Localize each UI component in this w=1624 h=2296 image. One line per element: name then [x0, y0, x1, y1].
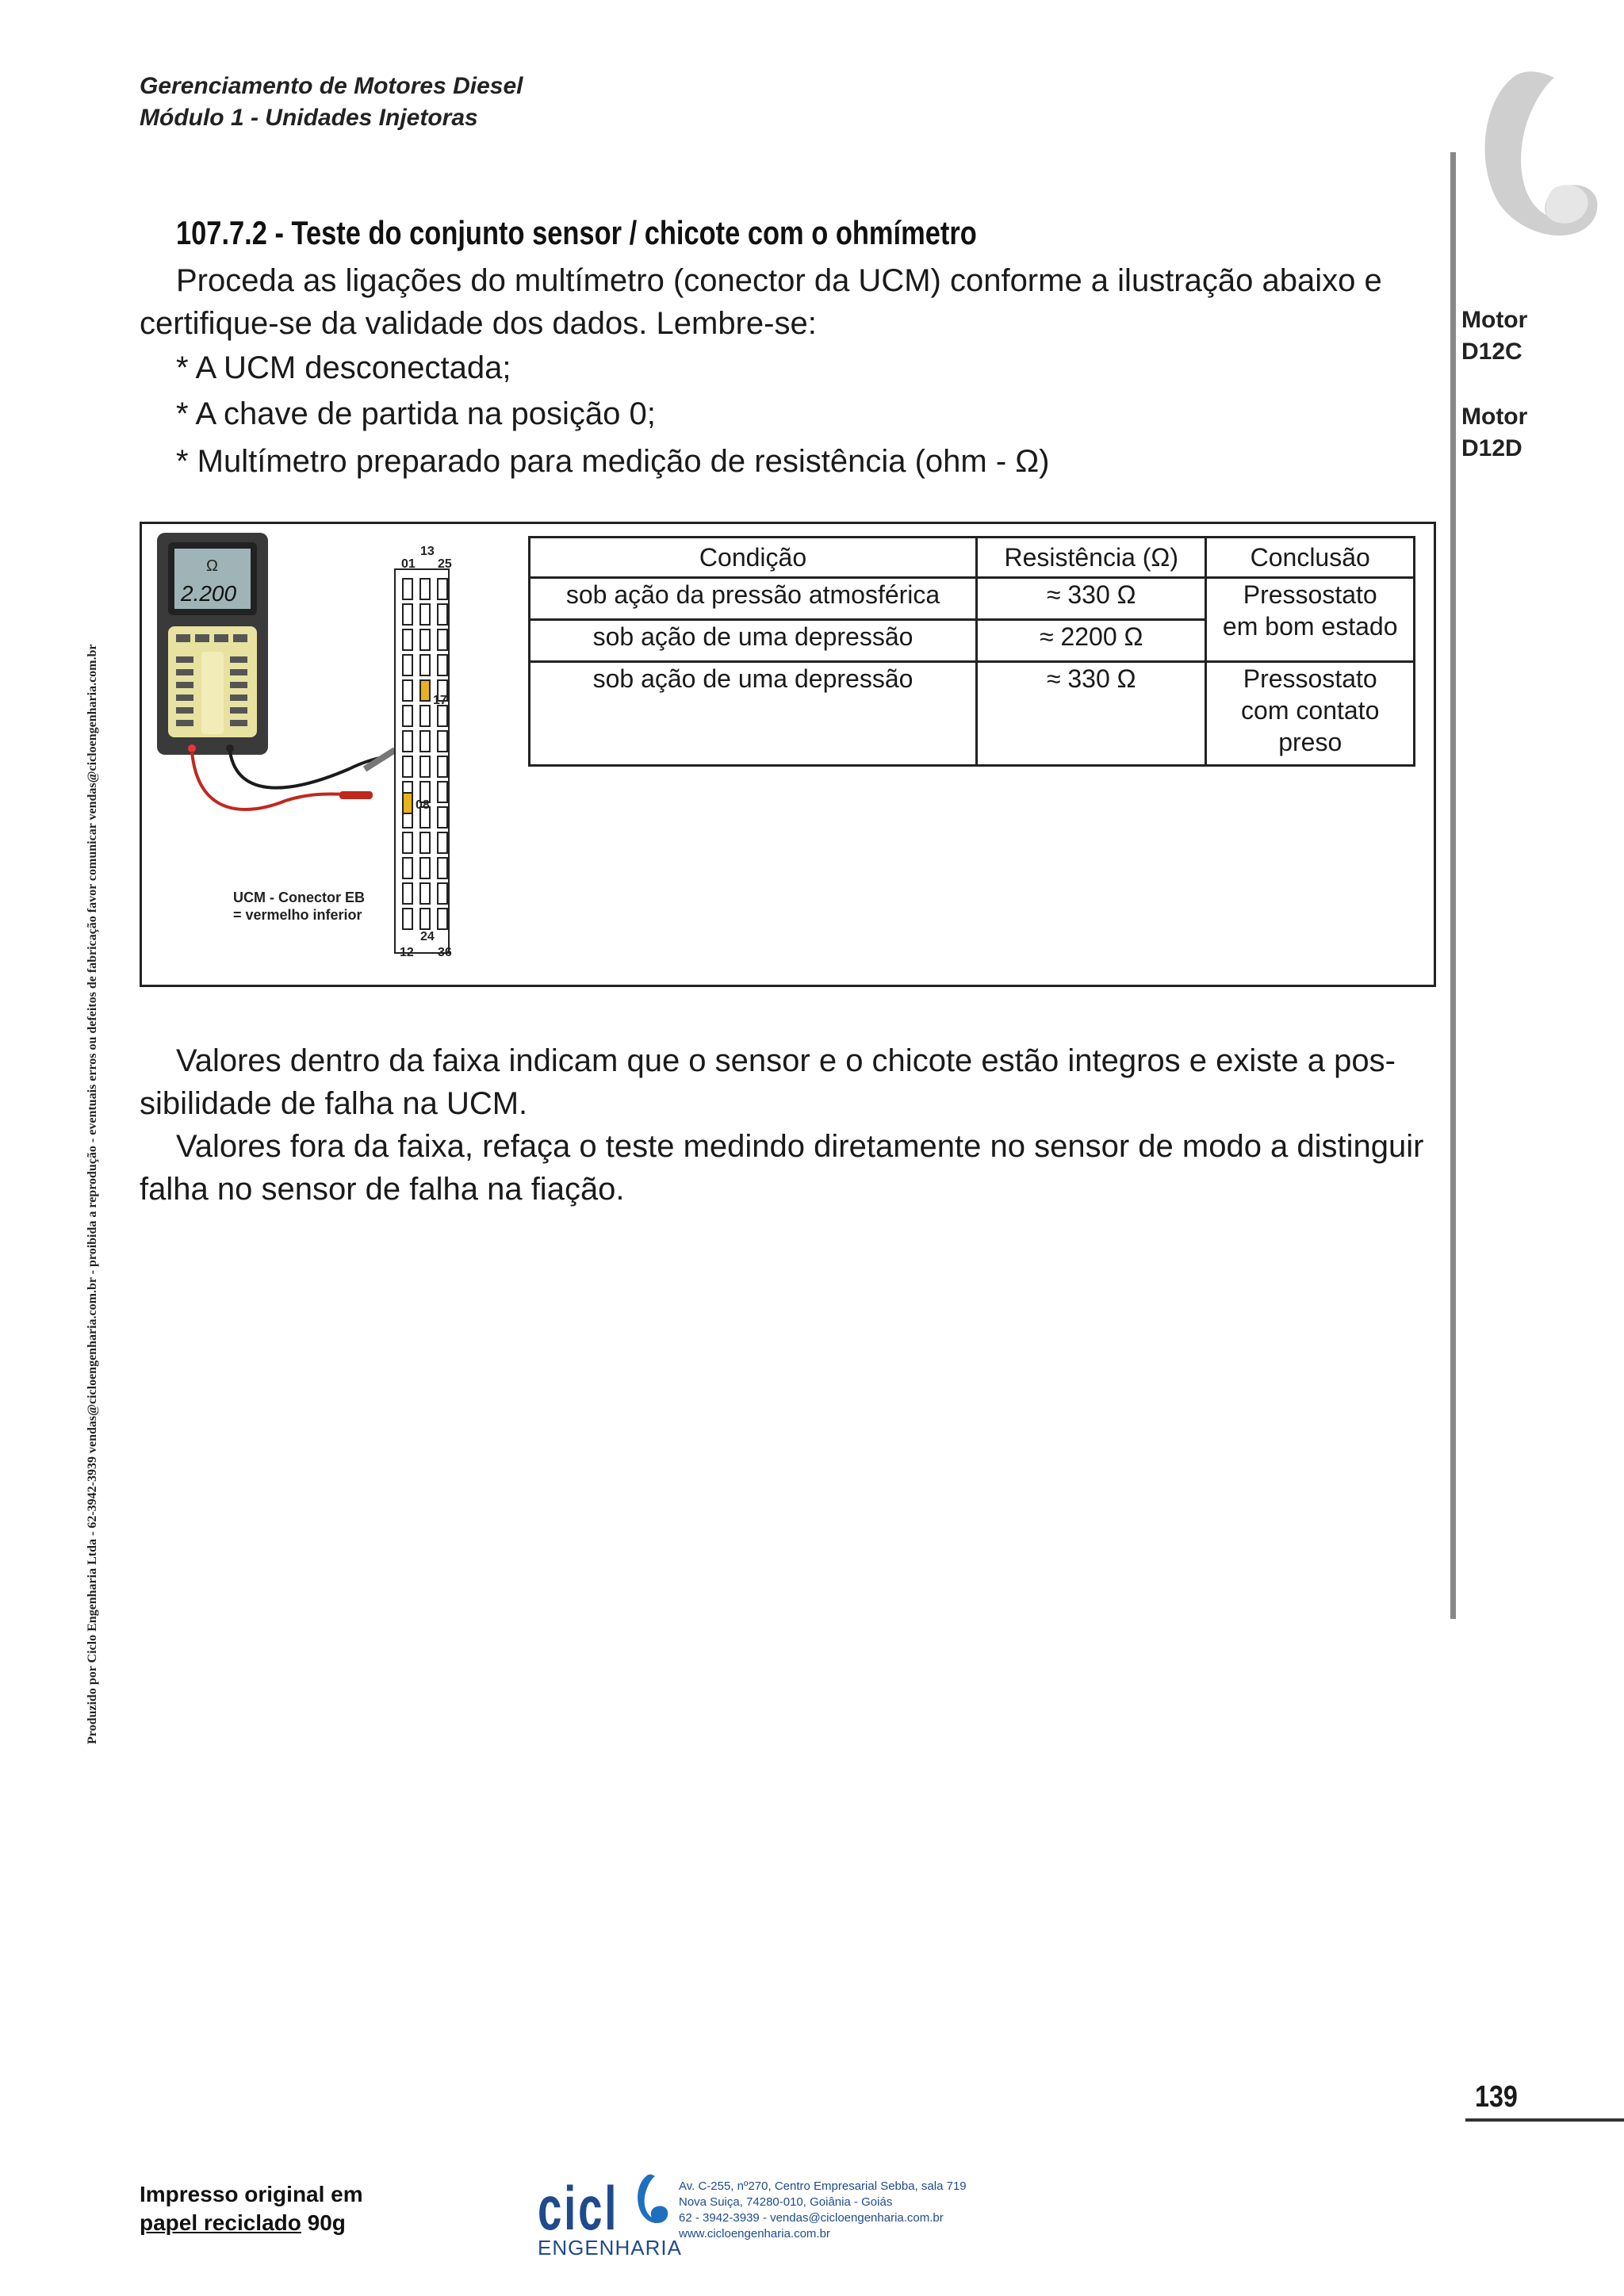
pin-label-36: 36	[438, 946, 452, 959]
side-label-line: Motor	[1461, 404, 1528, 430]
ohm-symbol: Ω	[206, 557, 218, 575]
bullet-key-position: * A chave de partida na posição 0;	[176, 396, 656, 431]
conclusion-line: preso	[1278, 728, 1342, 756]
address-line: 62 - 3942-3939 - vendas@cicloengenharia.com.br	[679, 2211, 944, 2225]
table-cell-conclusion	[1206, 662, 1415, 766]
red-jack	[188, 744, 196, 752]
conclusion-line: Pressostato	[1243, 580, 1377, 609]
paragraph-2-line-1: Valores fora da faixa, refaça o teste medindo diretamente no sensor de modo a distinguir	[176, 1129, 1424, 1164]
pin-label-01: 01	[401, 557, 416, 571]
bullet-multimeter: * Multímetro preparado para medição de resistência (ohm - Ω)	[176, 444, 1050, 479]
meter-reading: 2.200	[181, 581, 237, 606]
production-credit: Produzido por Ciclo Engenharia Ltda - 62-3942-3939 vendas@cicloengenharia.com.br - proibida a reprodução - eventuais erros ou defeitos de fabricação favor comunicar vendas@cicloengenharia.com.br	[86, 644, 99, 1744]
side-label-motor-d12d	[1461, 401, 1527, 465]
right-margin-rule	[1450, 152, 1456, 1619]
ciclo-brand-name: cicl	[538, 2173, 619, 2243]
pin-label-13: 13	[420, 545, 435, 558]
table-row	[530, 578, 1415, 620]
paragraph-1-line-2: sibilidade de falha na UCM.	[140, 1086, 528, 1121]
table-row	[530, 662, 1415, 766]
black-jack	[226, 744, 234, 752]
connector-caption-1: UCM - Conector EB	[233, 890, 365, 905]
pin-label-24: 24	[420, 930, 435, 943]
conclusion-line: em bom estado	[1222, 612, 1398, 641]
paragraph-1-line-1: Valores dentro da faixa indicam que o sensor e o chicote estão integros e existe a pos-	[176, 1043, 1396, 1078]
pin-label-08: 08	[416, 798, 430, 812]
table-cell-resistance: ≈ 330 Ω	[977, 662, 1206, 766]
side-label-line: Motor	[1461, 307, 1528, 333]
table-cell-resistance: ≈ 2200 Ω	[977, 620, 1206, 662]
printed-note-line-1: Impresso original em	[140, 2182, 363, 2206]
address-line: Av. C-255, nº270, Centro Empresarial Sebba, sala 719	[679, 2179, 967, 2193]
pin-label-12: 12	[400, 946, 414, 959]
connector-caption-2: = vermelho inferior	[233, 907, 362, 923]
address-line: Nova Suiça, 74280-010, Goiânia - Goiás	[679, 2195, 893, 2209]
multimeter-connector-diagram	[151, 531, 515, 975]
conclusion-line: Pressostato	[1243, 664, 1377, 693]
table-cell-conclusion	[1206, 578, 1415, 662]
address-line: www.cicloengenharia.com.br	[679, 2227, 830, 2241]
black-test-lead	[230, 752, 389, 788]
printed-note-line-2	[140, 2210, 346, 2236]
side-label-line: D12C	[1461, 339, 1522, 365]
pin-label-25: 25	[438, 557, 452, 571]
pin-08-highlight	[403, 793, 412, 813]
table-header: Resistência (Ω)	[977, 538, 1206, 578]
bullet-ucm-disconnected: * A UCM desconectada;	[176, 350, 511, 385]
ciclo-brand-subtitle: ENGENHARIA	[538, 2236, 682, 2260]
table-cell-condition: sob ação de uma depressão	[530, 620, 977, 662]
header-subtitle: Módulo 1 - Unidades Injetoras	[140, 105, 478, 131]
table-cell-resistance: ≈ 330 Ω	[977, 578, 1206, 620]
conclusion-line: com contato	[1241, 696, 1380, 725]
red-test-lead	[192, 752, 365, 809]
header-title: Gerenciamento de Motores Diesel	[140, 73, 523, 99]
section-title: 107.7.2 - Teste do conjunto sensor / chicote com o ohmímetro	[176, 214, 977, 251]
paragraph-2-line-2: falha no sensor de falha na fiação.	[140, 1172, 625, 1207]
table-header: Condição	[530, 538, 977, 578]
pin-17-highlight	[420, 680, 430, 701]
side-label-motor-d12c	[1461, 304, 1527, 368]
page-number-rule	[1465, 2118, 1624, 2122]
resistance-table	[528, 536, 1415, 767]
recycled-paper-text: papel reciclado	[140, 2210, 301, 2235]
ciclo-brand-swirl-icon	[634, 2174, 669, 2226]
table-cell-condition: sob ação de uma depressão	[530, 662, 977, 766]
intro-line-2: certifique-se da validade dos dados. Lembre-se:	[140, 306, 817, 341]
ciclo-swirl-logo	[1467, 68, 1602, 258]
page-number: 139	[1475, 2080, 1518, 2114]
table-header-row	[530, 538, 1415, 578]
pin-label-17: 17	[433, 694, 447, 707]
table-header: Conclusão	[1206, 538, 1415, 578]
intro-line-1: Proceda as ligações do multímetro (conector da UCM) conforme a ilustração abaixo e	[176, 263, 1382, 298]
table-cell-condition: sob ação da pressão atmosférica	[530, 578, 977, 620]
side-label-line: D12D	[1461, 435, 1522, 461]
paper-weight-text: 90g	[301, 2210, 346, 2235]
